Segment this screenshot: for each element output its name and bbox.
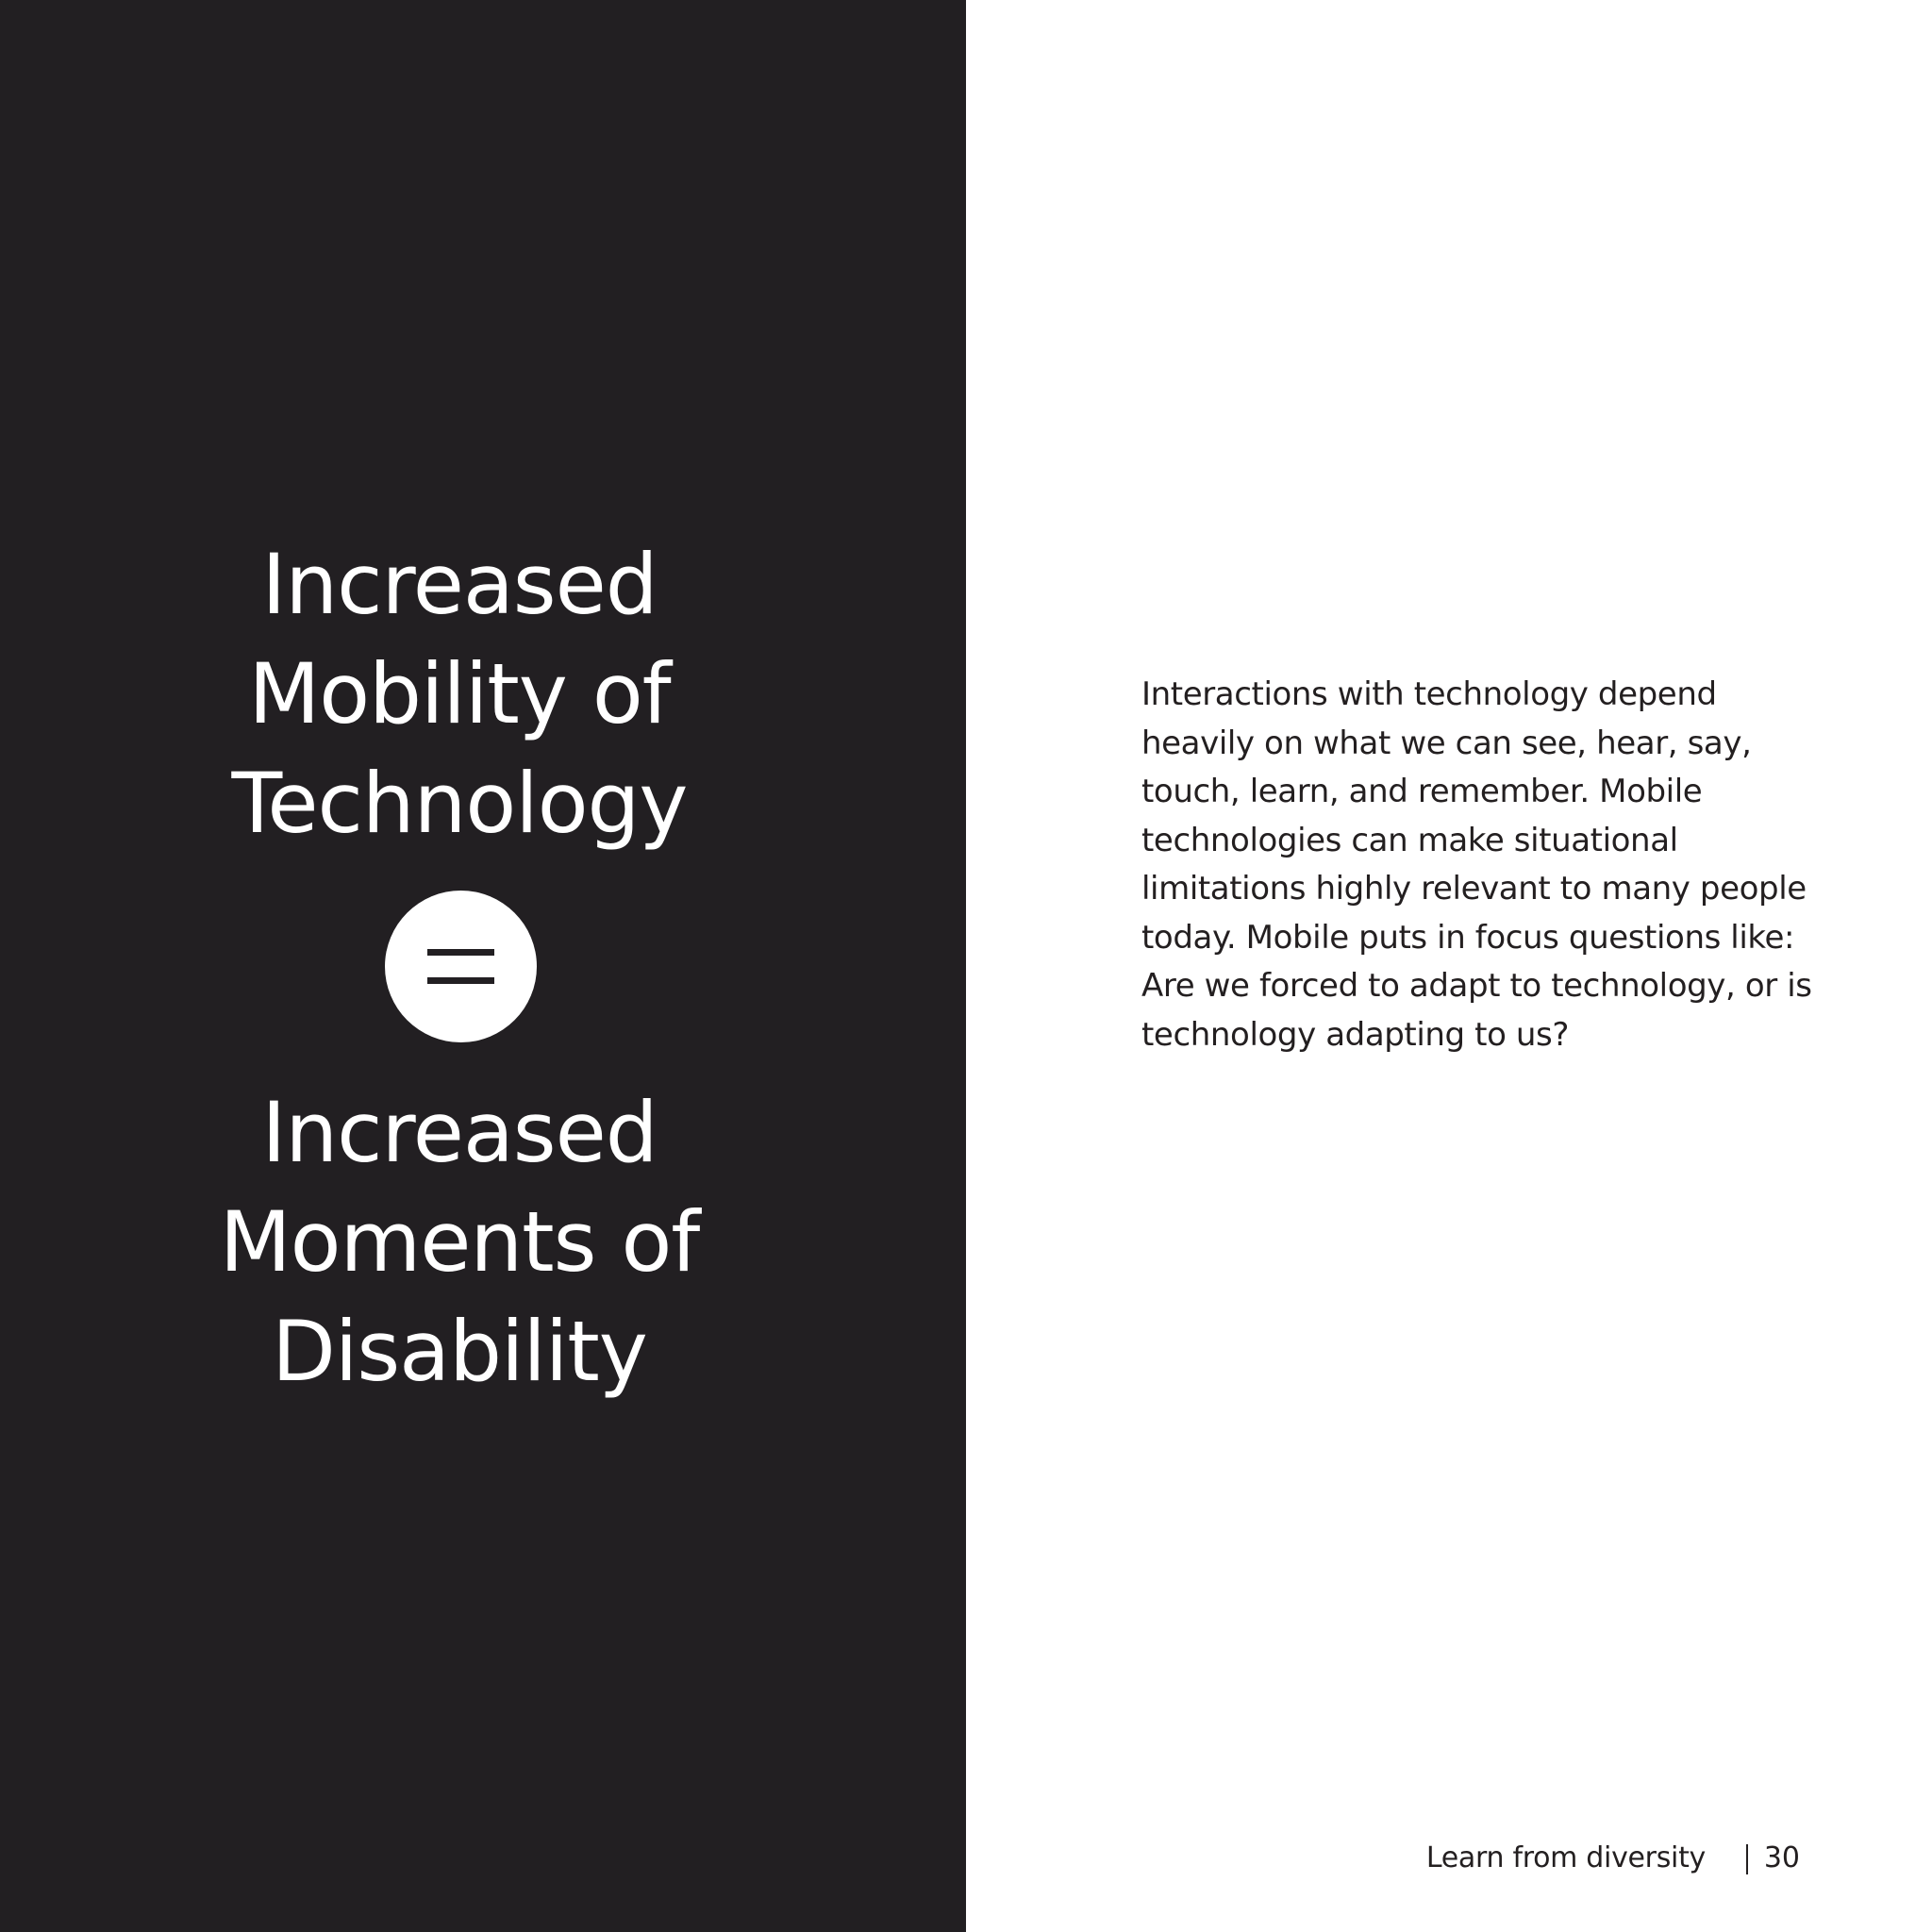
statement-bottom-text: Increased Moments of Disability — [219, 1084, 700, 1400]
body-paragraph: Interactions with technology depend heavily on what we can see, hear, say, touch, learn, and remember. Mobile technologies can make situational limitations highly relevant to many people today. Mobile puts in focus questions like: Are we forced to adapt to technology, or is technology adapting to us? — [1141, 675, 1812, 1054]
equals-icon — [385, 891, 537, 1042]
equals-bar-bottom — [427, 977, 494, 984]
statement-top-text: Increased Mobility of Technology — [231, 536, 688, 852]
page-number: 30 — [1763, 1841, 1800, 1874]
footer-divider — [1746, 1844, 1748, 1874]
page-footer — [1396, 1835, 1800, 1882]
footer-section-title: Learn from diversity — [1425, 1841, 1706, 1874]
equals-bar-top — [427, 949, 494, 956]
